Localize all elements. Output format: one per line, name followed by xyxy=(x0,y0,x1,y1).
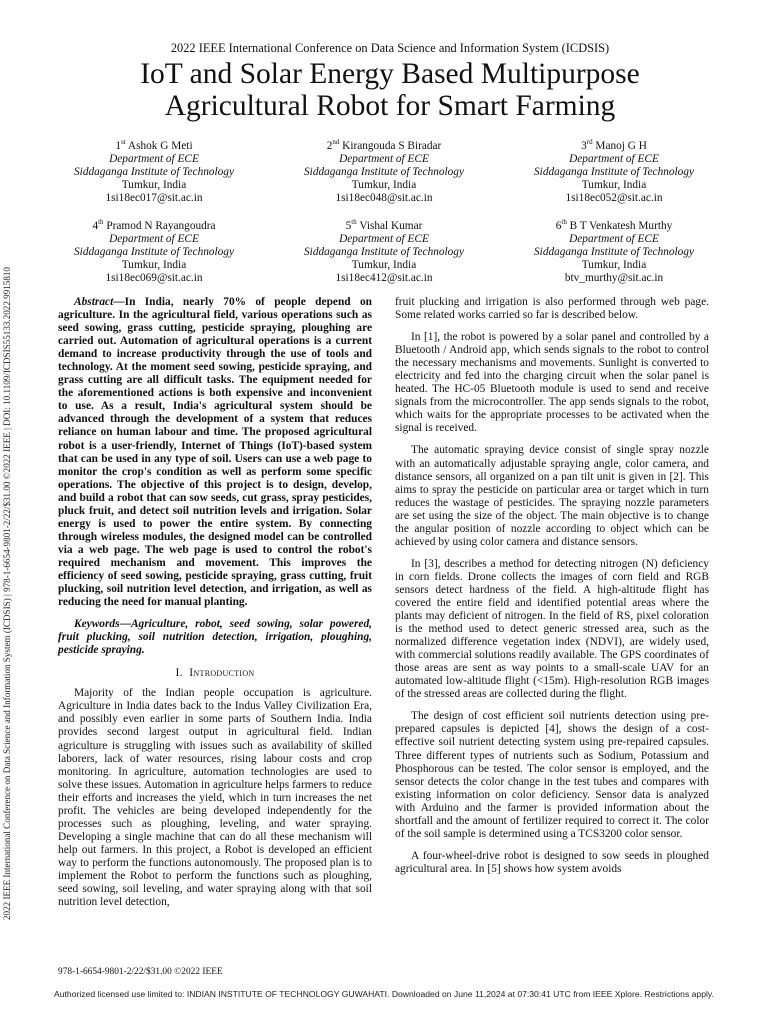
author-email[interactable]: 1si18ec017@sit.ac.in xyxy=(105,192,203,204)
author-dept: Department of ECE xyxy=(109,233,199,245)
author-institute: Siddaganga Institute of Technology xyxy=(74,246,234,258)
author-city: Tumkur, India xyxy=(581,179,647,191)
author-dept: Department of ECE xyxy=(339,233,429,245)
author-institute: Siddaganga Institute of Technology xyxy=(534,166,694,178)
footer-copyright: 978-1-6654-9801-2/22/$31.00 ©2022 IEEE xyxy=(58,967,223,977)
author-city: Tumkur, India xyxy=(351,259,417,271)
author-name: 1st Ashok G Meti xyxy=(115,138,193,152)
author-email[interactable]: btv_murthy@sit.ac.in xyxy=(564,272,664,284)
author-name: 3rd Manoj G H xyxy=(581,138,647,152)
author-dept: Department of ECE xyxy=(339,153,429,165)
author-dept: Department of ECE xyxy=(569,153,659,165)
keywords: Keywords—Agriculture, robot, seed sowing, solar powered, fruit plucking, soil nutrition detection, irrigation, ploughing, pesticide spraying. xyxy=(58,618,372,657)
author-name: 6th B T Venkatesh Murthy xyxy=(555,218,673,232)
author-name: 4th Pramod N Rayangoudra xyxy=(92,218,216,232)
abstract xyxy=(58,296,372,609)
author-dept: Department of ECE xyxy=(569,233,659,245)
author-name: 5th Vishal Kumar xyxy=(345,218,423,232)
authorized-use-notice: Authorized licensed use limited to: INDIAN INSTITUTE OF TECHNOLOGY GUWAHATI. Downloaded on June 11,2024 at 07:30:41 UTC from IEEE Xplore. Restrictions apply. xyxy=(54,989,714,999)
body-paragraph: In [3], describes a method for detecting nitrogen (N) deficiency in corn fields. Drone collects the images of corn field and RGB sensors detect hardness of the field. A high-altitude flight has covered the entire field and identified potential areas where the plants may deficient of nitrogen. In the field of RS, pixel coloration is the method used to detect generic stressed area, such as the normalized difference vegetation index (NDVI), are widely used, with commercial solutions readily available. The GPS coordinates of those areas are sent as way points to a small-scale UAV for an automated low-altitude flight (<15m). High-resolution RGB images of the stressed areas are collected during the flight. xyxy=(395,557,709,701)
author-block xyxy=(54,140,254,205)
abstract-body: —In India, nearly 70% of people depend on agriculture. In the agricultural field, various operations such as seed sowing, grass cutting, pesticide spraying, ploughing are carried out. Automation of agricultural operations is a current demand to increase productivity through the use of tools and technology. At the moment seed sowing, pesticide spraying, and grass cutting are all difficult tasks. The equipment needed for the aforementioned actions is both expensive and inconvenient to use. As a result, India's agricultural system should be advanced through the development of a system that reduces reliance on human labour and time. The proposed agricultural robot is a user-friendly, Internet of Things (IoT)-based system that can be used in any type of soil. Users can use a web page to monitor the crop's condition as well as perform some specific operations. The objective of this project is to design, develop, and build a robot that can sow seeds, cut grass, spray pesticides, pluck fruit, and detect soil nutrition levels and irrigation. Solar energy is used to power the entire system. By connecting through wireless modules, the designed model can be controlled via a web page. The web page is used to control the robot's required mechanism and movement. This improves the efficiency of seed sowing, pesticide spraying, grass cutting, fruit plucking, soil nutrition level detection, and irrigation, as well as reducing the need for manual planting. xyxy=(58,296,372,609)
author-city: Tumkur, India xyxy=(121,179,187,191)
author-block xyxy=(54,220,254,285)
author-block xyxy=(514,140,714,205)
title-line-2: Agricultural Robot for Smart Farming xyxy=(164,90,616,122)
author-email[interactable]: 1si18ec069@sit.ac.in xyxy=(105,272,203,284)
paper-title xyxy=(60,58,720,122)
abstract-label: Abstract xyxy=(74,296,114,308)
author-institute: Siddaganga Institute of Technology xyxy=(304,246,464,258)
title-line-1: IoT and Solar Energy Based Multipurpose xyxy=(140,58,640,90)
side-strip-container xyxy=(0,160,14,920)
left-column xyxy=(58,296,372,918)
body-paragraph: In [1], the robot is powered by a solar panel and controlled by a Bluetooth / Android app, which sends signals to the robot to control the necessary mechanisms and movements. Sunlight is converted to electricity and fed into the charging circuit when the solar panel is heated. The HC-05 Bluetooth module is used to send and receive signals from the microcontroller. The app sends signals to the robot, which waits for the appropriate processes to be activated when the signal is received. xyxy=(395,331,709,435)
author-city: Tumkur, India xyxy=(121,259,187,271)
body-paragraph: A four-wheel-drive robot is designed to sow seeds in ploughed agricultural area. In [5] shows how system avoids xyxy=(395,849,709,875)
body-paragraph: fruit plucking and irrigation is also performed through web page. Some related works carried so far is described below. xyxy=(395,296,709,322)
author-city: Tumkur, India xyxy=(581,259,647,271)
right-column xyxy=(395,296,709,885)
author-name: 2nd Kirangouda S Biradar xyxy=(326,138,442,152)
author-institute: Siddaganga Institute of Technology xyxy=(74,166,234,178)
side-strip-text: 2022 IEEE International Conference on Data Science and Information System (ICDSIS) | 978-1-6654-9801-2/22/$31.00 ©2022 IEEE | DOI: 10.1109/ICDSIS55133.2022.9915810 xyxy=(2,267,12,920)
author-block xyxy=(284,140,484,205)
author-institute: Siddaganga Institute of Technology xyxy=(534,246,694,258)
author-email[interactable]: 1si18ec048@sit.ac.in xyxy=(335,192,433,204)
conference-header: 2022 IEEE International Conference on Data Science and Information System (ICDSIS) xyxy=(170,41,610,55)
body-paragraph: The automatic spraying device consist of single spray nozzle with an automatically adjustable spraying angle, color camera, and distance sensors, all organized on a pan tilt unit is given in [2]. This aims to spray the pesticide on particular area or target which in turn reduces the wastage of pesticides. The spraying nozzle parameters are set using the size of the object. The main objective is to change the angular position of nozzle according to object which can be achieved by using color camera and distance sensors. xyxy=(395,444,709,548)
author-dept: Department of ECE xyxy=(109,153,199,165)
author-institute: Siddaganga Institute of Technology xyxy=(304,166,464,178)
author-block xyxy=(514,220,714,285)
author-email[interactable]: 1si18ec052@sit.ac.in xyxy=(565,192,663,204)
author-block xyxy=(284,220,484,285)
section-heading-introduction: I. Introduction xyxy=(175,666,255,680)
intro-paragraph: Majority of the Indian people occupation is agriculture. Agriculture in India dates back to the Indus Valley Civilization Era, and possibly even earlier in some parts of Southern India. India provides second largest output in agricultural field. Indian agriculture is struggling with issues such as availability of skilled laborers, lack of water resources, rising labour costs and crop monitoring. In agriculture, automation technologies are used to solve these issues. Automation in agriculture helps farmers to reduce their efforts and increases the yield, which in turn increases the net profit. The vehicles are being developed independently for the processes such as ploughing, leveling, and water spraying. Developing a single machine that can do all these mechanism will help out farmers. In this project, a Robot is developed an efficient way to perform the functions autonomously. The proposed plan is to implement the Robot to perform the functions such as ploughing, seed sowing, soil leveling, and water spraying along with that soil nutrition level detection, xyxy=(58,687,372,909)
author-city: Tumkur, India xyxy=(351,179,417,191)
body-paragraph: The design of cost efficient soil nutrients detection using pre-prepared capsules is depicted [4], shows the design of a cost-effective soil nutrient detecting system using pre-repaired capsules. Three different types of nutrients such as Sodium, Potassium and Phosphorous can be tested. The color sensor is employed, and the sensor detects the color change in the test tubes and compares with existing information on color deficiency. Sensor data is analyzed with Arduino and the farmer is provided information about the shortfall and the amount of fertilizer required to correct it. The color of the soil sample is determined using a TCS3200 color sensor. xyxy=(395,710,709,840)
author-email[interactable]: 1si18ec412@sit.ac.in xyxy=(335,272,433,284)
